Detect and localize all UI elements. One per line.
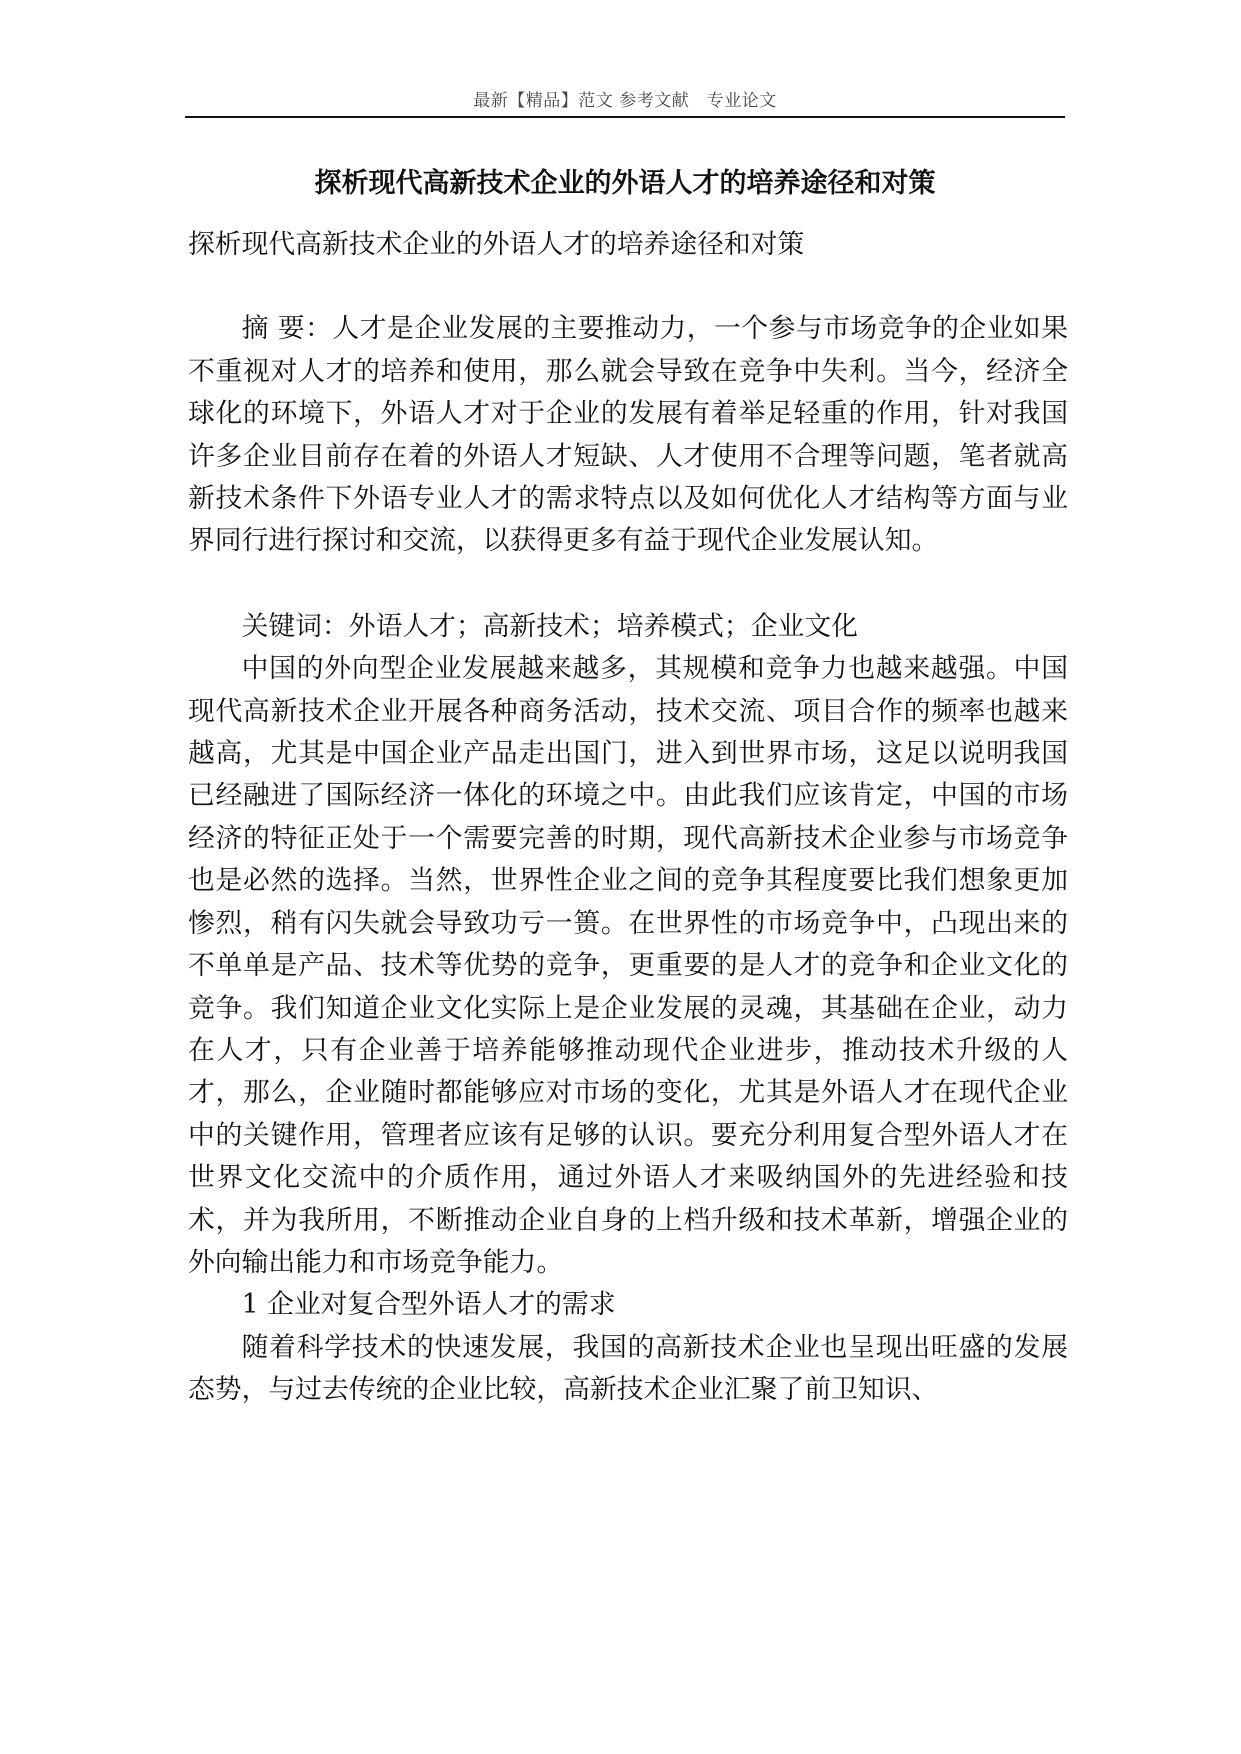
spacer [188, 266, 1068, 308]
page-header: 最新【精品】范文 参考文献 专业论文 [473, 91, 777, 111]
spacer [188, 563, 1068, 606]
document-subtitle: 探析现代高新技术企业的外语人才的培养途径和对策 [188, 229, 805, 260]
body-paragraph: 随着科学技术的快速发展，我国的高新技术企业也呈现出旺盛的发展态势，与过去传统的企业比较，高新技术企业汇聚了前卫知识、 [188, 1331, 1068, 1406]
document-title: 探析现代高新技术企业的外语人才的培养途径和对策 [314, 168, 936, 199]
keywords-line: 关键词：外语人才；高新技术；培养模式；企业文化 [241, 610, 858, 642]
abstract-paragraph: 摘 要：人才是企业发展的主要推动力，一个参与市场竞争的企业如果不重视对人才的培养和使用，那么就会导致在竞争中失利。当今，经济全球化的环境下，外语人才对于企业的发展有着举足轻重的作用，针对我国许多企业目前存在着的外语人才短缺、人才使用不合理等问题，笔者就高新技术条件下外语专业人才的需求特点以及如何优化人才结构等方面与业界同行进行探讨和交流，以获得更多有益于现代企业发展认知。 [188, 313, 1068, 557]
body-paragraph: 中国的外向型企业发展越来越多，其规模和竞争力也越来越强。中国现代高新技术企业开展各种商务活动，技术交流、项目合作的频率也越来越高，尤其是中国企业产品走出国门，进入到世界市场，这足以说明我国已经融进了国际经济一体化的环境之中。由此我们应该肯定，中国的市场经济的特征正处于一个需要完善的时期，现代高新技术企业参与市场竞争也是必然的选择。当然，世界性企业之间的竞争其程度要比我们想象更加惨烈，稍有闪失就会导致功亏一篑。在世界性的市场竞争中，凸现出来的不单单是产品、技术等优势的竞争，更重要的是人才的竞争和企业文化的竞争。我们知道企业文化实际上是企业发展的灵魂，其基础在企业，动力在人才，只有企业善于培养能够推动现代企业进步，推动技术升级的人才，那么，企业随时都能够应对市场的变化，尤其是外语人才在现代企业中的关键作用，管理者应该有足够的认识。要充分利用复合型外语人才在世界文化交流中的介质作用，通过外语人才来吸纳国外的先进经验和技术，并为我所用，不断推动企业自身的上档升级和技术革新，增强企业的外向输出能力和市场竞争能力。 [188, 653, 1068, 1278]
header-rule [185, 116, 1065, 118]
document-body [188, 224, 1068, 1412]
section-heading: 1 企业对复合型外语人才的需求 [241, 1289, 616, 1321]
